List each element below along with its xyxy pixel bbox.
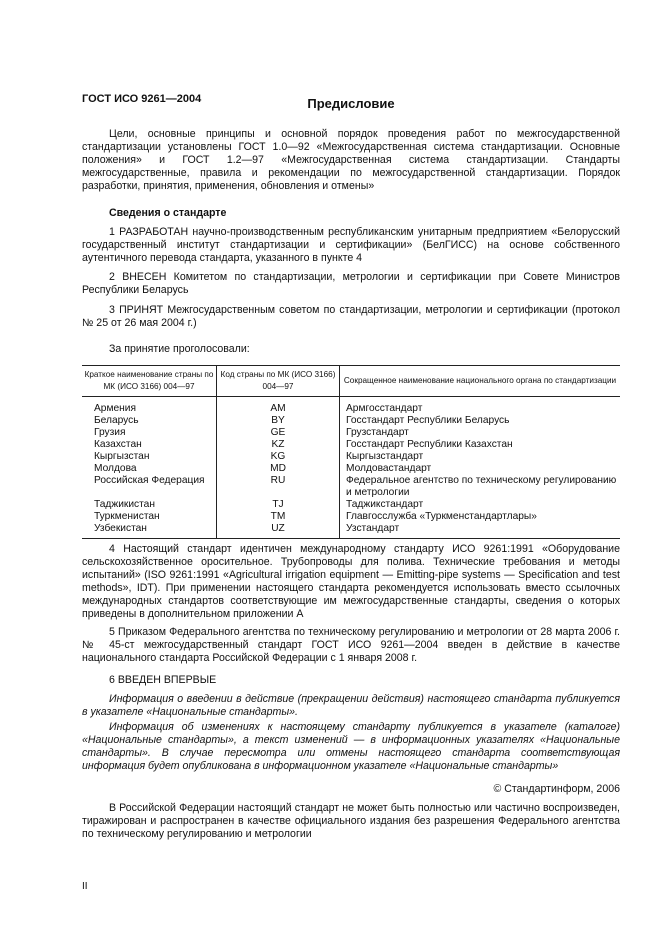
- page-title: Предисловие: [307, 96, 395, 111]
- cell-code: MD: [217, 463, 340, 475]
- cell-country: Узбекистан: [82, 523, 217, 539]
- voting-table: [82, 365, 620, 539]
- col-header-body: Сокращенное наименование национального органа по стандартизации: [340, 366, 621, 397]
- cell-country: Российская Федерация: [94, 475, 205, 486]
- cell-country: Кыргызстан: [94, 451, 150, 462]
- cell-country: Армения: [94, 403, 136, 414]
- cell-country: Казахстан: [94, 439, 142, 450]
- col-header-country: Краткое наименование страны по МК (ИСО 3166) 004—97: [82, 366, 217, 397]
- col-header-code: Код страны по МК (ИСО 3166) 004—97: [217, 366, 340, 397]
- vote-label: За принятие проголосовали:: [109, 343, 250, 355]
- cell-code: AM: [217, 397, 340, 416]
- table-row: [82, 499, 620, 511]
- table-row: [82, 451, 620, 463]
- item-6: 6 ВВЕДЕН ВПЕРВЫЕ: [109, 674, 217, 686]
- item-2: 2 ВНЕСЕН Комитетом по стандартизации, метрологии и сертификации при Совете Министров Республики Беларусь: [82, 271, 620, 296]
- page-number: II: [82, 881, 88, 892]
- cell-body: Молдовастандарт: [340, 463, 621, 475]
- cell-code: BY: [217, 415, 340, 427]
- cell-code: KZ: [217, 439, 340, 451]
- copyright: © Стандартинформ, 2006: [493, 783, 620, 795]
- cell-body: Таджикстандарт: [340, 499, 621, 511]
- table-row: [82, 415, 620, 427]
- cell-code: TJ: [217, 499, 340, 511]
- table-row: [82, 427, 620, 439]
- notice-paragraph: В Российской Федерации настоящий стандарт не может быть полностью или частично воспроизведен, тиражирован и распространен в качестве официального издания без разрешения Федерального агентства по техническому регулированию и метрологии: [82, 802, 620, 840]
- intro-paragraph: Цели, основные принципы и основной порядок проведения работ по межгосударственной стандартизации установлены ГОСТ 1.0—92 «Межгосударственная система стандартизации. Основные положения» и ГОСТ 1.2—97 «Межгосударственная система стандартизации. Стандарты межгосударственные, правила и рекомендации по межгосударственной стандартизации. Порядок разработки, принятия, применения, обновления и отмены»: [82, 128, 620, 192]
- cell-country: Туркменистан: [94, 511, 160, 522]
- cell-country: Таджикистан: [94, 499, 155, 510]
- table-row: [82, 439, 620, 451]
- voting-table-wrap: [82, 365, 620, 539]
- item-4: 4 Настоящий стандарт идентичен международному стандарту ИСО 9261:1991 «Оборудование сельскохозяйственное оросительное. Трубопроводы для полива. Технические требования и методы испытаний» (ISO 9261:1991 «Agricultural irrigation equipment — Emitting-pipe systems — Specification and test methods», IDT). При применении настоящего стандарта рекомендуется использовать вместо ссылочных международных стандартов соответствующие им межгосударственные стандарты, сведения о которых приведены в дополнительном приложении А: [82, 543, 620, 620]
- cell-body: Госстандарт Республики Беларусь: [340, 415, 621, 427]
- cell-body: Федеральное агентство по техническому регулированию и метрологии: [340, 475, 621, 499]
- cell-country: Грузия: [94, 427, 126, 438]
- cell-body: Главгосслужба «Туркменстандартлары»: [340, 511, 621, 523]
- cell-code: TM: [217, 511, 340, 523]
- table-row: [82, 523, 620, 539]
- info-paragraph-1: Информация о введении в действие (прекращении действия) настоящего стандарта публикуется в указателе «Национальные стандарты».: [82, 693, 620, 718]
- cell-code: GE: [217, 427, 340, 439]
- cell-code: UZ: [217, 523, 340, 539]
- item-1: 1 РАЗРАБОТАН научно-производственным республиканским унитарным предприятием «Белорусский государственный институт стандартизации и сертификации» (БелГИСС) на основе собственного аутентичного перевода стандарта, указанного в пункте 4: [82, 226, 620, 264]
- cell-country: Беларусь: [94, 415, 139, 426]
- cell-code: RU: [217, 475, 340, 499]
- cell-body: Армгосстандарт: [340, 397, 621, 416]
- table-row: [82, 475, 620, 499]
- cell-country: Молдова: [94, 463, 137, 474]
- table-row: [82, 511, 620, 523]
- cell-body: Грузстандарт: [340, 427, 621, 439]
- item-5: 5 Приказом Федерального агентства по техническому регулированию и метрологии от 28 марта 2006 г. № 45-ст межгосударственный стандарт ГОСТ ИСО 9261—2004 введен в действие в качестве национального стандарта Российской Федерации с 1 января 2008 г.: [82, 626, 620, 664]
- item-3: 3 ПРИНЯТ Межгосударственным советом по стандартизации, метрологии и сертификации (протокол № 25 от 26 мая 2004 г.): [82, 304, 620, 329]
- cell-body: Кыргызстандарт: [340, 451, 621, 463]
- table-row: [82, 463, 620, 475]
- section-title: Сведения о стандарте: [109, 207, 227, 219]
- cell-body: Узстандарт: [340, 523, 621, 539]
- table-row: [82, 397, 620, 416]
- info-paragraph-2: Информация об изменениях к настоящему стандарту публикуется в указателе (каталоге) «Национальные стандарты», а текст изменений — в информационных указателях «Национальные стандарты». В случае пересмотра или отмены настоящего стандарта соответствующая информация будет опубликована в информационном указателе «Национальные стандарты»: [82, 721, 620, 772]
- cell-code: KG: [217, 451, 340, 463]
- cell-body: Госстандарт Республики Казахстан: [340, 439, 621, 451]
- document-header: ГОСТ ИСО 9261—2004: [82, 93, 202, 105]
